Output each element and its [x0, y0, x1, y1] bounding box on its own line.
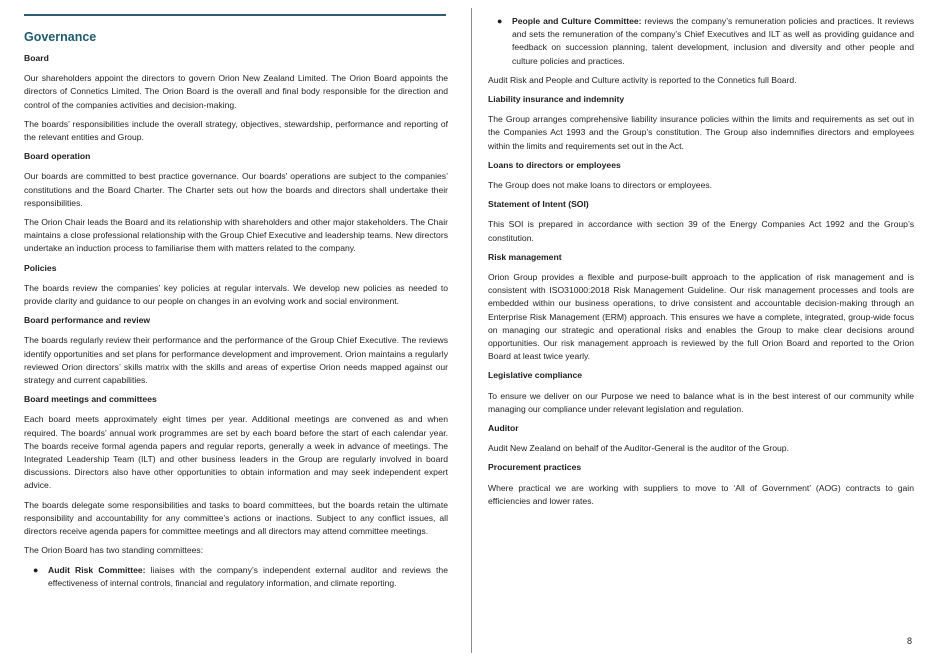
heading-auditor: Auditor	[488, 423, 519, 434]
heading-liability: Liability insurance and indemnity	[488, 94, 625, 105]
left-column	[24, 30, 448, 596]
heading-legislative: Legislative compliance	[488, 370, 583, 381]
heading-board-operation: Board operation	[24, 151, 91, 162]
heading-loans: Loans to directors or employees	[488, 159, 621, 170]
paragraph-liability: The Group arranges comprehensive liability insurance policies within the limits and requirements as set out in the Companies Act 1993 and the Group’s constitution. The Group also indemnifies directors and employees within the limits and requirements set out in the Act.	[488, 114, 914, 151]
paragraph-loans: The Group does not make loans to directors or employees.	[488, 180, 713, 191]
audit-risk-text: liaises with the company’s independent external auditor and reviews the effectiveness of internal controls, financial and regulatory information, and climate reporting.	[48, 564, 448, 588]
paragraph-arpc: Audit Risk and People and Culture activity is reported to the Connetics full Board.	[488, 74, 797, 85]
paragraph-meetings-3: The Orion Board has two standing committees:	[24, 545, 204, 556]
paragraph-risk: Orion Group provides a flexible and purpose-built approach to the application of risk management and is consistent with ISO31000:2018 Risk Management Guideline. Our risk management processes and tools are embedded within our business operations, to drive consistent and accountable decision-making through an Enterprise Risk Management (ERM) approach. This ensures we have a complete, integrated, group-wide focus on managing our strategic and operational risks and enables the Group to make clear decisions around opportunities. Our risk management approach is reviewed by the full Orion Board and reported to the Orion Board at least twice yearly.	[488, 272, 914, 362]
paragraph-operation-1: Our boards are committed to best practice governance. Our boards’ operations are subject to the companies’ constitutions and the Board Charter. The Charter sets out how the boards and directors shall undertake their responsibilities.	[24, 171, 448, 208]
heading-policies: Policies	[24, 262, 57, 273]
paragraph-board-2: The boards’ responsibilities include the overall strategy, objectives, stewardship, performance and reporting of the relevant entities and Group.	[24, 118, 448, 143]
right-column	[488, 15, 914, 514]
bullet-icon: ●	[33, 564, 39, 575]
committee-list-continued	[488, 15, 914, 68]
column-divider	[471, 8, 472, 653]
list-item-people-culture	[497, 15, 914, 68]
paragraph-performance: The boards regularly review their performance and the performance of the Group Chief Executive. The reviews identify opportunities and set plans for performance development and improvement. Orion maintains a regularly reviewed Orion directors’ skills matrix with the skills and areas of expertise Orion needs mapped against our strategy and current capabilities.	[24, 335, 448, 386]
paragraph-legislative: To ensure we deliver on our Purpose we need to balance what is in the best interest of our community while managing our compliance under relevant legislation and regulation.	[488, 390, 914, 414]
top-rule	[24, 14, 446, 16]
people-culture-label: People and Culture Committee:	[512, 16, 642, 26]
paragraph-operation-2: The Orion Chair leads the Board and its relationship with shareholders and other major stakeholders. The Chair maintains a close professional relationship with the Group Chief Executive and leadership teams. New directors undertake an induction process to familiarise them with matters related to the company.	[24, 217, 448, 254]
paragraph-meetings-1: Each board meets approximately eight times per year. Additional meetings are convened as and when required. The boards’ annual work programmes are set by each board before the start of each calendar year. The boards receive formal agenda papers and regular reports, generally a week in advance of meetings. The Integrated Leadership Team (ILT) and other business leaders in the Group are regularly involved in board discussions. Directors also have other opportunities to obtain information and may seek independent expert advice.	[24, 414, 448, 491]
audit-risk-label: Audit Risk Committee:	[48, 564, 146, 575]
heading-board: Board	[24, 53, 49, 63]
paragraph-procurement: Where practical we are working with suppliers to move to ‘All of Government’ (AOG) contracts to gain efficiencies and lower rates.	[488, 482, 914, 506]
committee-list	[24, 564, 448, 590]
page-number: 8	[906, 636, 912, 646]
paragraph-auditor: Audit New Zealand on behalf of the Auditor-General is the auditor of the Group.	[488, 443, 789, 454]
heading-soi: Statement of Intent (SOI)	[488, 199, 589, 210]
heading-meetings: Board meetings and committees	[24, 394, 157, 405]
paragraph-meetings-2: The boards delegate some responsibilities and tasks to board committees, but the boards retain the ultimate responsibility and accountability for any committee’s actions or inactions. Subject to any conflict issues, all directors receive agenda papers for committee meetings and all directors may attend committee meetings.	[24, 499, 448, 537]
heading-performance: Board performance and review	[24, 315, 151, 326]
paragraph-policies: The boards review the companies’ key policies at regular intervals. We develop new policies as needed to provide clarity and guidance to our people on changes in an evolving work and social environment.	[24, 282, 448, 307]
paragraph-board-1: Our shareholders appoint the directors to govern Orion New Zealand Limited. The Orion Board appoints the directors of Connetics Limited. The Orion Board is the overall and final body responsible for the direction and control of the companies activities and decision-making.	[24, 73, 448, 110]
heading-procurement: Procurement practices	[488, 462, 582, 473]
paragraph-soi: This SOI is prepared in accordance with section 39 of the Energy Companies Act 1992 and the Group’s constitution.	[488, 219, 914, 243]
bullet-icon: ●	[497, 16, 503, 26]
list-item-audit-risk	[33, 564, 448, 590]
section-title: Governance	[24, 30, 97, 44]
heading-risk: Risk management	[488, 251, 562, 262]
people-culture-text: reviews the company’s remuneration policies and practices. It reviews and sets the remuneration of the company’s Chief Executives and ILT as well as providing guidance and feedback on succession planning, talent development, inclusion and diversity and other people and culture policies and practices.	[512, 16, 914, 66]
